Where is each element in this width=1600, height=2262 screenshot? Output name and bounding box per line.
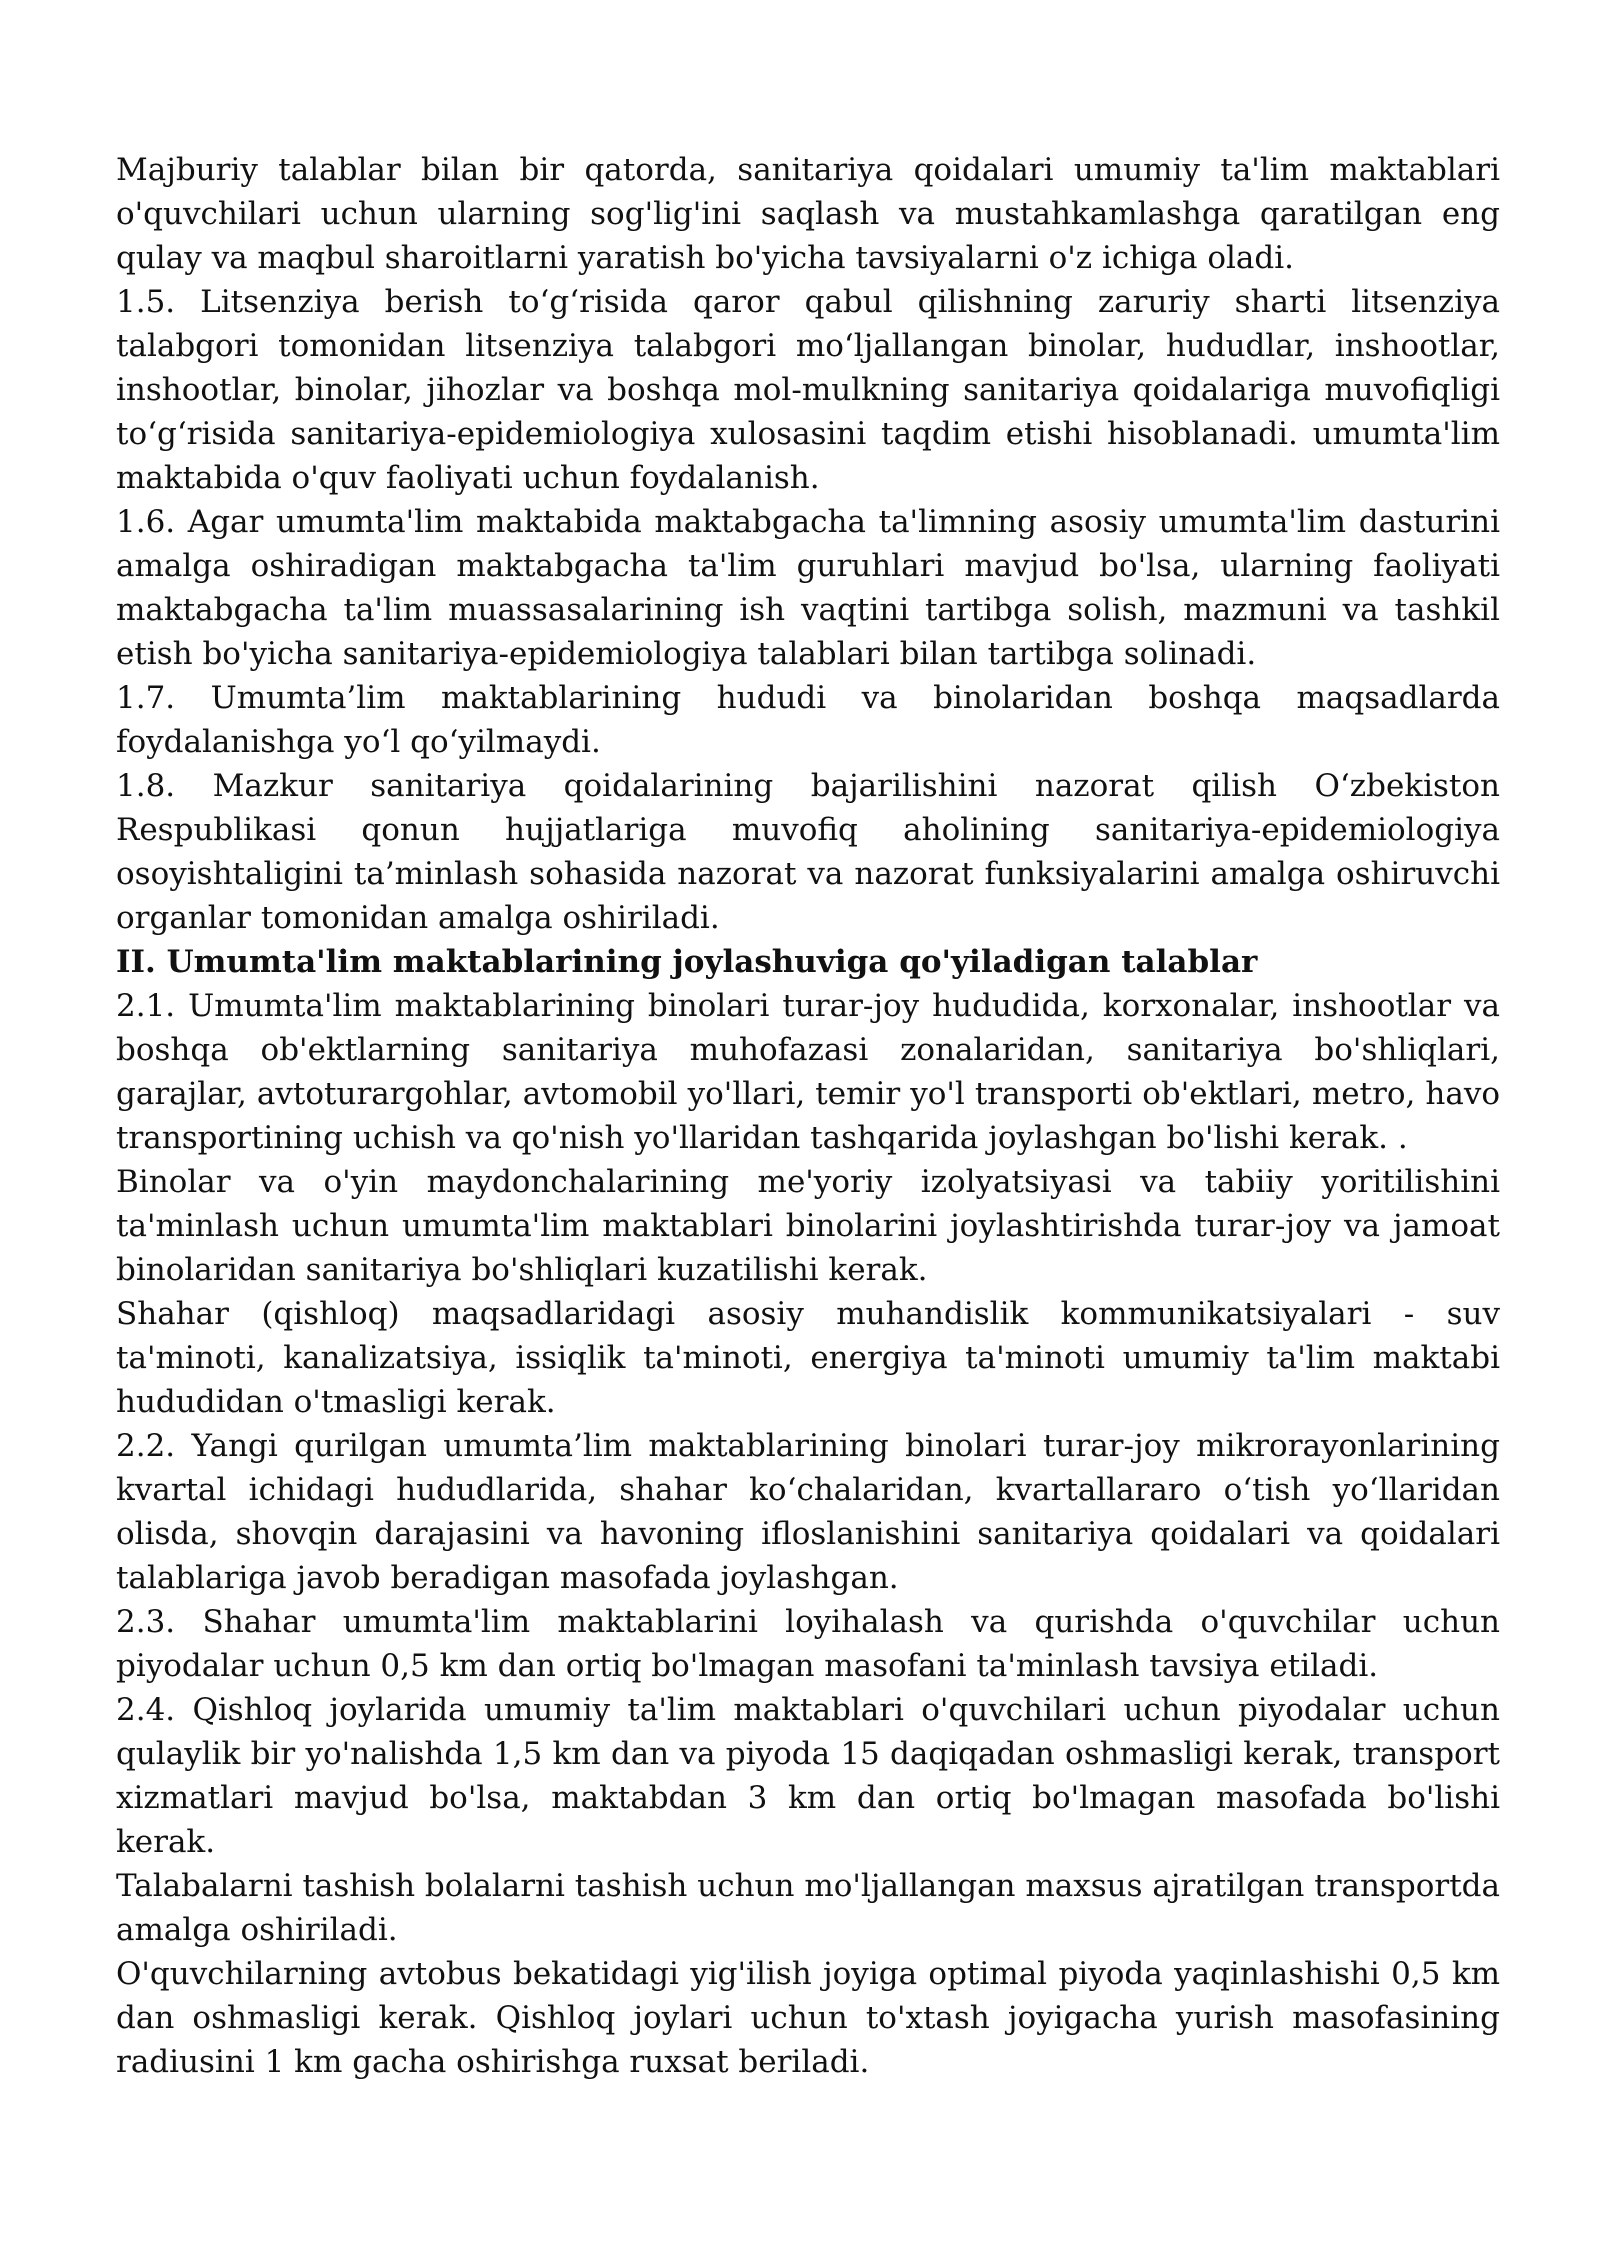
section-heading-ii: II. Umumta'lim maktablarining joylashuviga qo'yiladigan talablar <box>116 944 1258 980</box>
paragraph-2-4-bus-stop: O'quvchilarning avtobus bekatidagi yig'ilish joyiga optimal piyoda yaqinlashishi 0,5 km dan oshmasligi kerak. Qishloq joylari uchun to'xtash joyigacha yurish masofasining radiusini 1 km gacha oshirishga ruxsat beriladi. <box>116 1956 1500 2080</box>
paragraph-1-5: 1.5. Litsenziya berish to‘g‘risida qaror qabul qilishning zaruriy sharti litsenziya talabgori tomonidan litsenziya talabgori mo‘ljallangan binolar, hududlar, inshootlar, inshootlar, binolar, jihozlar va boshqa mol-mulkning sanitariya qoidalariga muvofiqligi to‘g‘risida sanitariya-epidemiologiya xulosasini taqdim etishi hisoblanadi. umumta'lim maktabida o'quv faoliyati uchun foydalanish. <box>116 284 1500 496</box>
document-page <box>116 148 1500 2084</box>
paragraph-2-4-transport: Talabalarni tashish bolalarni tashish uchun mo'ljallangan maxsus ajratilgan transportda amalga oshiriladi. <box>116 1868 1500 1948</box>
paragraph-1-7: 1.7. Umumta’lim maktablarining hududi va binolaridan boshqa maqsadlarda foydalanishga yo‘l qo‘yilmaydi. <box>116 680 1500 760</box>
paragraph-1-6: 1.6. Agar umumta'lim maktabida maktabgacha ta'limning asosiy umumta'lim dasturini amalga oshiradigan maktabgacha ta'lim guruhlari mavjud bo'lsa, ularning faoliyati maktabgacha ta'lim muassasalarining ish vaqtini tartibga solish, mazmuni va tashkil etish bo'yicha sanitariya-epidemiologiya talablari bilan tartibga solinadi. <box>116 504 1500 672</box>
paragraph-1-8: 1.8. Mazkur sanitariya qoidalarining bajarilishini nazorat qilish O‘zbekiston Respublikasi qonun hujjatlariga muvofiq aholining sanitariya-epidemiologiya osoyishtaligini ta’minlash sohasida nazorat va nazorat funksiyalarini amalga oshiruvchi organlar tomonidan amalga oshiriladi. <box>116 768 1500 936</box>
paragraph-2-3: 2.3. Shahar umumta'lim maktablarini loyihalash va qurishda o'quvchilar uchun piyodalar uchun 0,5 km dan ortiq bo'lmagan masofani ta'minlash tavsiya etiladi. <box>116 1604 1500 1684</box>
paragraph-2-4: 2.4. Qishloq joylarida umumiy ta'lim maktablari o'quvchilari uchun piyodalar uchun qulaylik bir yo'nalishda 1,5 km dan va piyoda 15 daqiqadan oshmasligi kerak, transport xizmatlari mavjud bo'lsa, maktabdan 3 km dan ortiq bo'lmagan masofada bo'lishi kerak. <box>116 1692 1500 1860</box>
paragraph-2-1-communications: Shahar (qishloq) maqsadlaridagi asosiy muhandislik kommunikatsiyalari - suv ta'minoti, kanalizatsiya, issiqlik ta'minoti, energiya ta'minoti umumiy ta'lim maktabi hududidan o'tmasligi kerak. <box>116 1296 1500 1420</box>
paragraph-2-1: 2.1. Umumta'lim maktablarining binolari turar-joy hududida, korxonalar, inshootlar va boshqa ob'ektlarning sanitariya muhofazasi zonalaridan, sanitariya bo'shliqlari, garajlar, avtoturargohlar, avtomobil yo'llari, temir yo'l transporti ob'ektlari, metro, havo transportining uchish va qo'nish yo'llaridan tashqarida joylashgan bo'lishi kerak. . <box>116 988 1500 1156</box>
paragraph-2-2: 2.2. Yangi qurilgan umumta’lim maktablarining binolari turar-joy mikrorayonlarining kvartal ichidagi hududlarida, shahar ko‘chalaridan, kvartallararo o‘tish yo‘llaridan olisda, shovqin darajasini va havoning ifloslanishini sanitariya qoidalari va qoidalari talablariga javob beradigan masofada joylashgan. <box>116 1428 1500 1596</box>
paragraph-intro: Majburiy talablar bilan bir qatorda, sanitariya qoidalari umumiy ta'lim maktablari o'quvchilari uchun ularning sog'lig'ini saqlash va mustahkamlashga qaratilgan eng qulay va maqbul sharoitlarni yaratish bo'yicha tavsiyalarni o'z ichiga oladi. <box>116 152 1500 276</box>
paragraph-2-1-isolation: Binolar va o'yin maydonchalarining me'yoriy izolyatsiyasi va tabiiy yoritilishini ta'minlash uchun umumta'lim maktablari binolarini joylashtirishda turar-joy va jamoat binolaridan sanitariya bo'shliqlari kuzatilishi kerak. <box>116 1164 1500 1288</box>
